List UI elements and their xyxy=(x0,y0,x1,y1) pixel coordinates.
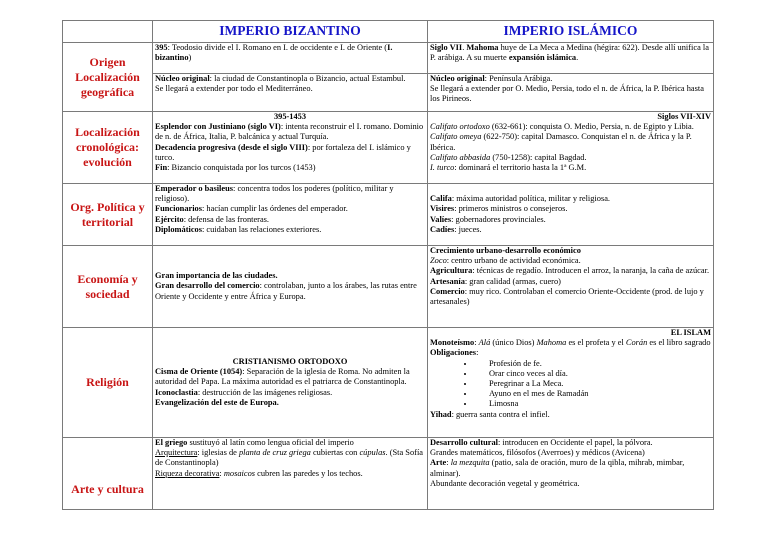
cell-origen-biz-b xyxy=(153,74,428,112)
text: : gobernadores provinciales. xyxy=(451,214,546,224)
text-bold: Obligaciones xyxy=(430,348,477,358)
text: sustituyó al latín como lengua oficial del imperio xyxy=(187,438,354,447)
text-bold: Cisma de Oriente (1054) xyxy=(155,367,243,377)
text-bold: Agricultura xyxy=(430,266,473,276)
text: : introducen en Occidente el papel, la pólvora. xyxy=(498,438,653,447)
paragraph xyxy=(430,225,711,235)
text-italic: Alá xyxy=(478,338,491,348)
cell-cronologica-isl xyxy=(428,112,714,184)
text-italic: mosaicos xyxy=(223,468,256,478)
row-label-arte: Arte y cultura xyxy=(63,438,153,510)
text-bold: Iconoclastia xyxy=(155,387,198,397)
cell-origen-isl-a xyxy=(428,43,714,74)
text: es el profeta y el xyxy=(566,338,626,348)
text: (622-750): capital Damasco. Conquistan el n. de África y la P. Ibérica. xyxy=(430,132,692,152)
paragraph xyxy=(430,266,711,276)
header-row xyxy=(63,21,714,43)
text: : concentra todos los poderes (político, militar y religioso). xyxy=(155,184,394,204)
text-bold: Visires xyxy=(430,204,455,214)
text: cubiertas con xyxy=(310,448,360,458)
row-label-line: geográfica xyxy=(80,84,135,99)
text: : muy rico. Controlaban el comercio Oriente-Occidente (prod. de lujo y artesanales) xyxy=(430,286,704,307)
text-italic: Califato ortodoxo xyxy=(430,122,490,132)
text: cubren las paredes y los techos. xyxy=(255,468,363,478)
paragraph xyxy=(430,204,711,214)
text-bold: Monoteísmo xyxy=(430,338,475,348)
text-bold: Desarrollo cultural xyxy=(430,438,498,447)
text: : dominará el territorio hasta la 1ª G.M. xyxy=(454,163,587,173)
text-bold: Esplendor con Justiniano (siglo VI) xyxy=(155,122,281,132)
text-underline: Riqueza decorativa xyxy=(155,468,220,478)
paragraph xyxy=(430,458,711,478)
paragraph xyxy=(430,438,711,448)
list-item: • Profesión de fe. xyxy=(475,359,711,369)
text-bold: Núcleo original xyxy=(430,74,485,83)
cell-economia-isl xyxy=(428,246,714,328)
paragraph xyxy=(155,122,425,142)
paragraph xyxy=(155,281,425,301)
text-bold: Fin xyxy=(155,163,168,173)
obligaciones-list xyxy=(430,359,711,410)
text-bold: Arte xyxy=(430,458,447,468)
paragraph xyxy=(430,74,711,84)
text: : primeros ministros o consejeros. xyxy=(454,204,568,214)
cell-religion-biz xyxy=(153,328,428,438)
row-label-line: Economía y xyxy=(77,271,138,286)
text-bold: Mahoma xyxy=(466,43,499,52)
text-bold: Emperador o basileus xyxy=(155,184,234,193)
cell-politica-biz xyxy=(153,184,428,246)
cell-arte-isl xyxy=(428,438,714,510)
text: : destrucción de las imágenes religiosas. xyxy=(197,387,333,397)
row-label-line: cronológica: xyxy=(75,140,140,154)
text: : por fortaleza del I. islámico y turco. xyxy=(155,142,411,162)
text-bold: Cadíes xyxy=(430,224,455,234)
text-italic: la mezquita xyxy=(450,458,490,468)
text: . xyxy=(576,53,579,63)
text-bold: Gran desarrollo del comercio xyxy=(155,281,260,291)
row-politica xyxy=(63,184,714,246)
paragraph: Evangelización del este de Europa. xyxy=(155,397,279,407)
text-bold: Siglo VII xyxy=(430,43,463,52)
paragraph xyxy=(155,215,425,225)
text: : controlaban, junto a los árabes, las rutas entre Oriente y Occidente y entre África y Europa. xyxy=(155,281,417,301)
list-item: • Ayuno en el mes de Ramadán xyxy=(475,389,711,399)
paragraph xyxy=(430,153,711,163)
text: : técnicas de regadío. Introducen el arroz, la naranja, la caña de azúcar. xyxy=(472,266,710,276)
paragraph xyxy=(155,184,425,204)
paragraph xyxy=(430,215,711,225)
text-italic: planta de cruz griega xyxy=(238,448,311,458)
text-italic: Corán xyxy=(625,338,648,348)
text: : Península Arábiga. xyxy=(484,74,553,83)
row-label-cronologica xyxy=(63,112,153,184)
header-blank-cell xyxy=(63,21,153,43)
paragraph xyxy=(430,287,711,307)
text-underline: Arquitectura xyxy=(155,448,198,458)
text-bold: Comercio xyxy=(430,286,465,296)
paragraph xyxy=(430,194,711,204)
paragraph xyxy=(430,256,711,266)
text: : jueces. xyxy=(454,224,482,234)
text-bold: Funcionarios xyxy=(155,204,202,214)
text: : intenta reconstruir el I. romano. Dominio de n. de África, Italia, P. balcánica y actual Turquía. xyxy=(155,122,424,142)
cell-politica-isl xyxy=(428,184,714,246)
row-economia xyxy=(63,246,714,328)
cell-origen-biz-a xyxy=(153,43,428,74)
row-origen-a xyxy=(63,43,714,74)
paragraph xyxy=(430,277,711,287)
row-label-origen xyxy=(63,43,153,112)
text-bold: expansión islámica xyxy=(508,53,577,63)
text: : gran calidad (armas, cuero) xyxy=(464,276,561,286)
cell-cronologica-biz xyxy=(153,112,428,184)
text: . xyxy=(462,43,467,52)
paragraph: Abundante decoración vegetal y geométrica. xyxy=(430,478,580,488)
text: : máxima autoridad política, militar y religiosa. xyxy=(451,194,611,204)
text-bold: Diplomáticos xyxy=(155,224,202,234)
paragraph: Crecimiento urbano-desarrollo económico xyxy=(430,246,581,255)
list-item: • Orar cinco veces al día. xyxy=(475,369,711,379)
text-bold: Artesanía xyxy=(430,276,465,286)
text: (632-661): conquista O. Medio, Persia, n. de Egipto y Libia. xyxy=(489,122,694,132)
text: ) xyxy=(188,53,192,63)
text: : cuidaban las relaciones exteriores. xyxy=(202,224,322,234)
paragraph xyxy=(155,204,425,214)
text: : xyxy=(474,338,479,348)
paragraph xyxy=(155,367,425,387)
paragraph xyxy=(430,348,711,358)
text-italic: I. turco xyxy=(430,163,455,173)
text: : Teodosio divide el I. Romano en I. de occidente e I. de Oriente ( xyxy=(167,43,388,52)
row-label-religion: Religión xyxy=(63,328,153,438)
row-label-line: sociedad xyxy=(85,286,130,301)
text: (750-1258): capital Bagdad. xyxy=(490,152,587,162)
paragraph xyxy=(155,448,425,468)
text-bold: I. bizantino xyxy=(155,43,393,63)
text: : hacían cumplir las órdenes del emperador. xyxy=(202,204,348,214)
cell-origen-isl-b xyxy=(428,74,714,112)
cell-heading: 395-1453 xyxy=(273,112,307,121)
text: : xyxy=(219,468,224,478)
row-origen-b xyxy=(63,74,714,112)
text: : xyxy=(476,348,479,358)
text-bold: Valíes xyxy=(430,214,452,224)
row-arte xyxy=(63,438,714,510)
list-item: • Peregrinar a La Meca. xyxy=(475,379,711,389)
header-bizantino: IMPERIO BIZANTINO xyxy=(153,21,428,43)
text-bold: Califa xyxy=(430,194,452,204)
paragraph: Se llegará a extender por todo el Mediterráneo. xyxy=(155,84,313,94)
paragraph xyxy=(155,143,425,163)
paragraph xyxy=(430,132,711,152)
paragraph xyxy=(155,74,425,84)
text: : centro urbano de actividad económica. xyxy=(446,256,581,266)
paragraph xyxy=(155,469,425,479)
text: : Separación de la iglesia de Roma. No admiten la autoridad del Papa. La máxima autoridad es el patriarca de Constantinopla. xyxy=(155,367,410,387)
cell-arte-biz xyxy=(153,438,428,510)
text-bold: El griego xyxy=(155,438,188,447)
cell-heading: EL ISLAM xyxy=(670,328,711,337)
paragraph xyxy=(430,163,711,173)
text-bold: Yihad xyxy=(430,409,452,419)
text-italic: cúpulas xyxy=(359,448,386,458)
paragraph xyxy=(430,410,711,420)
row-label-line: evolución xyxy=(83,155,132,169)
header-islamico: IMPERIO ISLÁMICO xyxy=(428,21,714,43)
text-bold: 395 xyxy=(155,43,168,52)
text: : iglesias de xyxy=(197,448,239,458)
text: : Bizancio conquistada por los turcos (1453) xyxy=(167,163,316,173)
cell-economia-biz xyxy=(153,246,428,328)
row-label-line: Localización xyxy=(75,125,140,139)
text-bold: Ejército xyxy=(155,214,184,224)
text-italic: Califato abbasida xyxy=(430,152,491,162)
text-italic: Califato omeya xyxy=(430,132,482,142)
text-bold: Decadencia progresiva (desde el siglo VIII) xyxy=(155,142,308,152)
cell-heading: CRISTIANISMO ORTODOXO xyxy=(232,356,348,366)
text: es el libro sagrado xyxy=(647,338,711,348)
list-item: • Limosna xyxy=(475,399,711,409)
text: (patio, sala de oración, muro de la qibla, mihrab, mimbar, alminar). xyxy=(430,458,685,478)
row-label-economia xyxy=(63,246,153,328)
row-religion xyxy=(63,328,714,438)
row-cronologica xyxy=(63,112,714,184)
paragraph xyxy=(155,163,425,173)
cell-religion-isl xyxy=(428,328,714,438)
text: : guerra santa contra el infiel. xyxy=(451,409,550,419)
row-label-line: territorial xyxy=(81,214,134,229)
paragraph xyxy=(155,388,425,398)
row-label-line: Origen xyxy=(89,54,126,69)
text-bold: Núcleo original xyxy=(155,74,210,83)
text: : xyxy=(446,458,451,468)
row-label-line: Org. Política y xyxy=(70,199,145,214)
text: : defensa de las fronteras. xyxy=(183,214,270,224)
text: . (Sta Sofía de Constantinopla) xyxy=(155,448,423,468)
paragraph xyxy=(430,122,711,132)
text: (único Dios) xyxy=(490,338,537,348)
paragraph: Se llegará a extender por O. Medio, Persia, todo el n. de África, la P. Ibérica hasta los Pirineos. xyxy=(430,84,704,104)
text: huye de La Meca a Medina (hégira: 622). Desde allí unifica la P. arábiga. A su muerte xyxy=(430,43,709,63)
paragraph xyxy=(155,225,425,235)
cell-heading: Siglos VII-XIV xyxy=(657,112,711,121)
row-label-politica xyxy=(63,184,153,246)
text-italic: Zoco xyxy=(430,256,447,266)
row-label-line: Localización xyxy=(75,69,140,84)
paragraph: Grandes matemáticos, filósofos (Averroes) y médicos (Avicena) xyxy=(430,448,645,458)
paragraph xyxy=(155,438,425,448)
paragraph: Gran importancia de las ciudades. xyxy=(155,271,278,281)
text: : la ciudad de Constantinopla o Bizancio, actual Estambul. xyxy=(209,74,406,83)
text-italic: Mahoma xyxy=(536,338,567,348)
comparison-table xyxy=(62,20,714,510)
paragraph xyxy=(430,338,711,348)
